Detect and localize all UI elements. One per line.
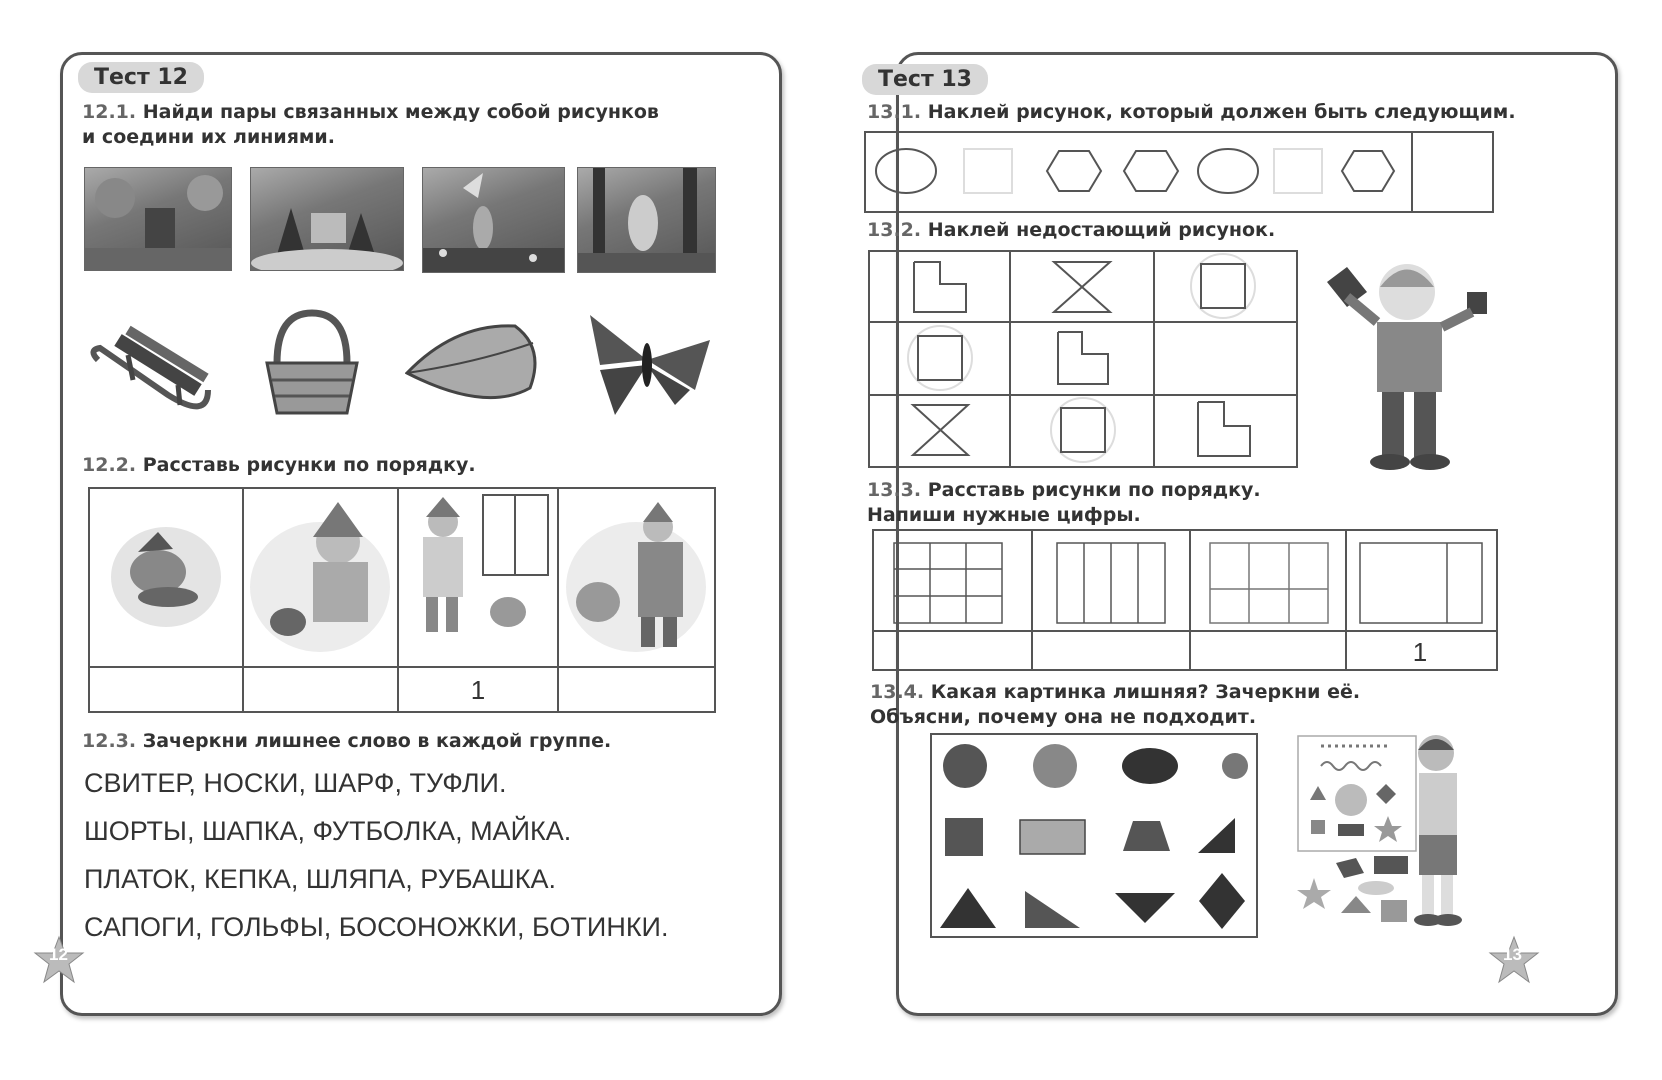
task-12-1-number: 12.1. xyxy=(82,101,137,123)
sequence-table-13-3 xyxy=(872,529,1498,671)
task-13-2-number: 13.2. xyxy=(867,219,922,241)
sequence-table-12-2 xyxy=(88,487,716,713)
task-13-4-instruction xyxy=(870,680,1360,730)
task-13-4-text-line2: Объясни, почему она не подходит. xyxy=(870,706,1257,728)
task-13-1-instruction xyxy=(867,100,1516,125)
photo-summer-scene xyxy=(422,167,565,273)
sled-picture xyxy=(88,320,218,425)
butterfly-picture xyxy=(585,310,715,420)
sequence-12-2-filled-number: 1 xyxy=(470,675,486,705)
word-group-3: ПЛАТОК, КЕПКА, ШЛЯПА, РУБАШКА. xyxy=(84,864,556,894)
task-12-1-text-line1: Найди пары связанных между собой рисунков xyxy=(142,101,659,123)
task-12-2-text: Расставь рисунки по порядку. xyxy=(142,454,476,476)
boy-with-shapes-picture xyxy=(1296,728,1491,933)
task-12-1-instruction xyxy=(82,100,659,150)
task-13-3-text-line2: Напиши нужные цифры. xyxy=(867,504,1141,526)
task-13-1-text: Наклей рисунок, который должен быть следующим. xyxy=(927,101,1516,123)
task-13-2-instruction xyxy=(867,218,1275,243)
task-12-2-number: 12.2. xyxy=(82,454,137,476)
task-13-3-number: 13.3. xyxy=(867,479,922,501)
task-12-3-number: 12.3. xyxy=(82,730,137,752)
task-12-3-instruction xyxy=(82,729,611,754)
boy-with-cards-picture xyxy=(1322,252,1492,477)
task-13-1-number: 13.1. xyxy=(867,101,922,123)
photo-forest-scene xyxy=(577,167,716,273)
task-12-3-text: Зачеркни лишнее слово в каждой группе. xyxy=(142,730,612,752)
word-group-2: ШОРТЫ, ШАПКА, ФУТБОЛКА, МАЙКА. xyxy=(84,816,572,846)
task-12-2-instruction xyxy=(82,453,476,478)
basket-picture xyxy=(262,308,362,418)
pattern-row-13-1 xyxy=(864,131,1494,213)
word-group-1: СВИТЕР, НОСКИ, ШАРФ, ТУФЛИ. xyxy=(84,768,507,798)
task-13-2-text: Наклей недостающий рисунок. xyxy=(927,219,1276,241)
test-13-badge: Тест 13 xyxy=(862,64,988,95)
task-13-3-instruction xyxy=(867,478,1261,528)
photo-winter-scene xyxy=(250,167,404,271)
shapes-grid-13-4 xyxy=(930,733,1258,938)
leaf-picture xyxy=(405,318,545,413)
photo-autumn-scene xyxy=(84,167,232,271)
task-12-1-text-line2: и соедини их линиями. xyxy=(82,126,335,148)
page-number-12: 12 xyxy=(49,945,68,964)
word-group-4: САПОГИ, ГОЛЬФЫ, БОСОНОЖКИ, БОТИНКИ. xyxy=(84,912,669,942)
task-13-3-text-line1: Расставь рисунки по порядку. xyxy=(927,479,1261,501)
page-number-13: 13 xyxy=(1503,945,1522,964)
grid-13-2 xyxy=(868,250,1298,468)
task-13-4-number: 13.4. xyxy=(870,681,925,703)
sequence-13-3-filled-number: 1 xyxy=(1412,637,1428,667)
test-12-badge: Тест 12 xyxy=(78,62,204,93)
task-13-4-text-line1: Какая картинка лишняя? Зачеркни её. xyxy=(930,681,1361,703)
